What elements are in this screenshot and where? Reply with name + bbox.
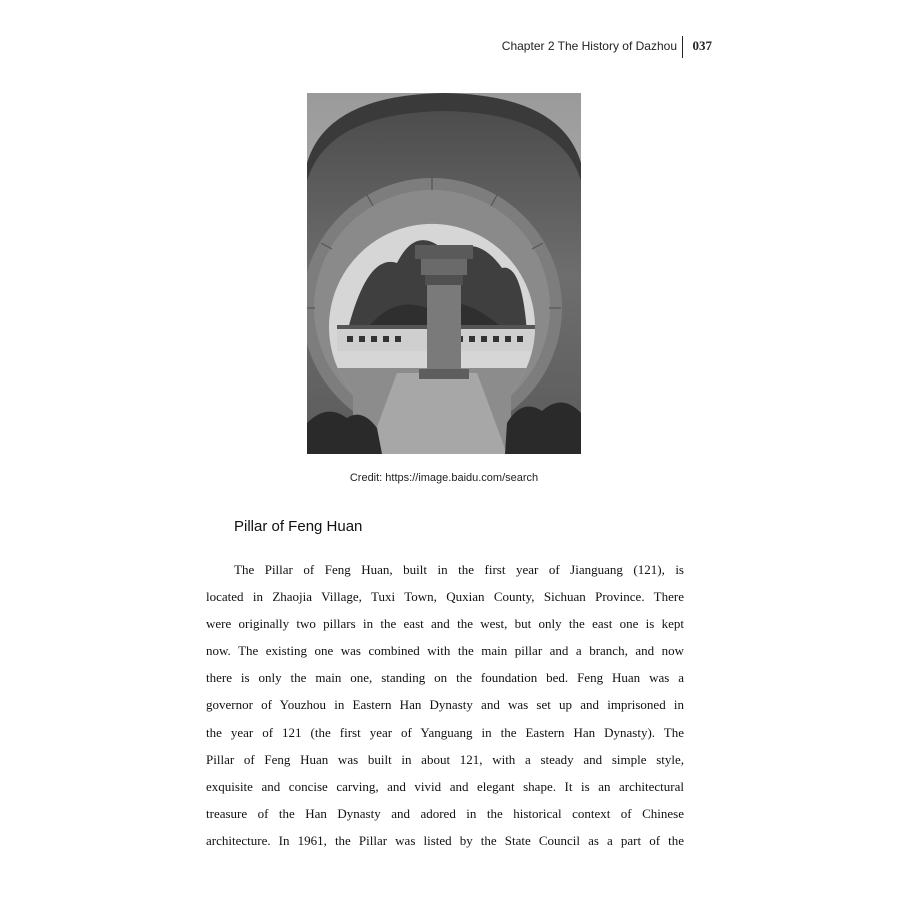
text-line: architecture. In 1961, the Pillar was listed by the State Council as a part of the [206,832,684,848]
text-line: treasure of the Han Dynasty and adored in the historical context of Chinese [206,805,684,821]
text-line: Pillar of Feng Huan was built in about 121, with a steady and simple style, [206,751,684,767]
text-line: governor of Youzhou in Eastern Han Dynasty and was set up and imprisoned in [206,697,684,713]
text-line: the year of 121 (the first year of Yanguang in the Eastern Han Dynasty). The [206,724,684,740]
text-line: were originally two pillars in the east and the west, but only the east one is kept [206,616,684,632]
text-line: there is only the main one, standing on the foundation bed. Feng Huan was a [206,670,684,686]
moon-gate-photo [307,93,581,454]
chapter-title: Chapter 2 The History of Dazhou [501,39,677,53]
header-divider [682,36,683,58]
text-line: now. The existing one was combined with the main pillar and a branch, and now [206,643,684,659]
section-title: Pillar of Feng Huan [234,518,363,535]
photo-credit: Credit: https://image.baidu.com/search [349,472,539,484]
text-line: exquisite and concise carving, and vivid and elegant shape. It is an architectural [206,778,684,794]
text-line: located in Zhaojia Village, Tuxi Town, Quxian County, Sichuan Province. There [206,589,684,605]
running-header [470,38,715,58]
text-line: The Pillar of Feng Huan, built in the first year of Jianguang (121), is [234,562,684,577]
page-number: 037 [692,38,712,53]
body-paragraph [206,556,684,854]
